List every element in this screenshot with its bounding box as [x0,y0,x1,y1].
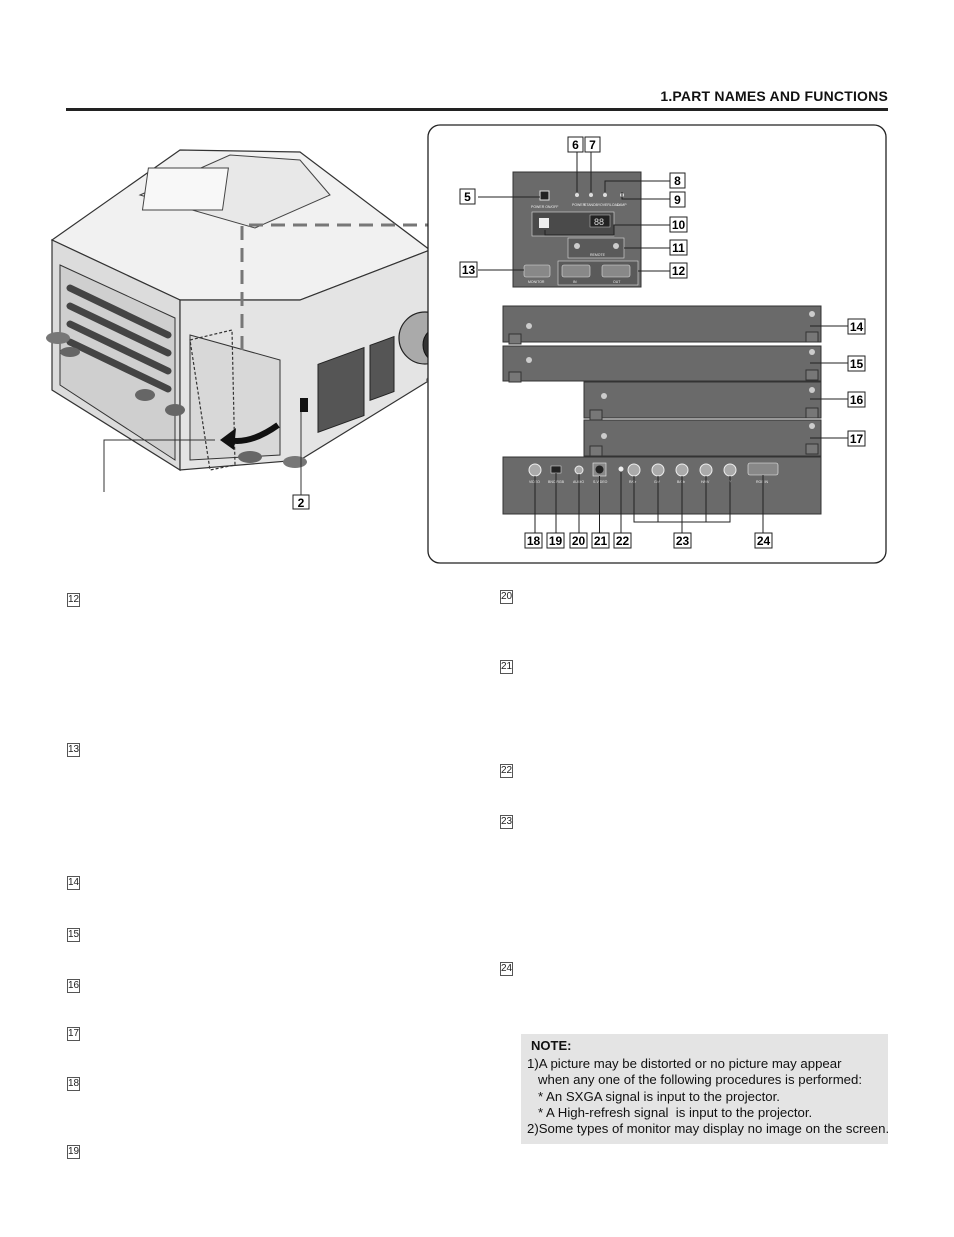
callout-11: 11 [672,241,685,255]
label-monitor: MONITOR [528,280,545,284]
label-bnc-rgb: BNC/RGB [548,480,564,484]
section-marker: 16 [68,980,80,991]
label-rgb-in: RGB IN [756,480,769,484]
label-s-video: S-VIDEO [593,480,608,484]
callout-21: 21 [593,534,608,548]
callout-20: 20 [571,534,586,548]
label-overload: OVERLOAD [600,203,620,207]
callout-24: 24 [756,534,771,548]
note-line: when any one of the following procedures is performed: [527,1072,863,1087]
section-marker: 14 [68,877,80,888]
label-remote: REMOTE [590,253,605,257]
label-lamp: LAMP [617,203,627,207]
callout-17: 17 [849,432,864,446]
label-in: IN [573,280,577,284]
callout-14: 14 [849,320,864,334]
projector-illustration [46,150,457,495]
callout-18: 18 [526,534,541,548]
label-power: POWER [572,203,586,207]
section-marker: 22 [501,765,513,776]
callout-8: 8 [674,174,681,188]
terminal-panel [503,457,821,514]
section-marker: 21 [501,661,513,672]
note-line: 1)A picture may be distorted or no picture may appear [527,1056,842,1071]
section-marker: 13 [68,744,80,755]
label-video: VIDEO [529,480,540,484]
label-out: OUT [613,280,621,284]
callout-19: 19 [548,534,563,548]
label-g-y: G/Y [654,480,661,484]
callout-15: 15 [849,357,864,371]
section-marker: 24 [501,963,513,974]
callout-5: 5 [464,190,471,204]
section-marker: 15 [68,929,80,940]
section-marker: 20 [501,591,513,602]
note-title: NOTE: [531,1038,572,1053]
section-marker: 23 [501,816,513,827]
page-title: 1.PART NAMES AND FUNCTIONS [660,88,888,104]
header-rule [66,108,888,111]
callout-10: 10 [671,218,686,232]
callout-9: 9 [674,193,681,207]
note-line: * An SXGA signal is input to the projector. [527,1089,780,1104]
svg-text:88: 88 [594,217,605,227]
label-power-onoff: POWER ON/OFF [531,205,559,209]
callout-6: 6 [572,138,579,152]
label-v: V [729,480,732,484]
callout-2: 2 [297,496,305,510]
callout-7: 7 [589,138,596,152]
section-marker: 19 [68,1146,80,1157]
label-r-cr: R/Cr [629,480,637,484]
callout-13: 13 [461,263,476,277]
callout-22: 22 [615,534,630,548]
callout-12: 12 [671,264,686,278]
callout-16: 16 [849,393,864,407]
projector-diagram [40,118,900,578]
label-standby: STANDBY [584,203,601,207]
section-marker: 18 [68,1078,80,1089]
note-line: * A High-refresh signal is input to the projector. [527,1105,813,1120]
callout-23: 23 [675,534,690,548]
section-marker: 17 [68,1028,80,1039]
label-audio: AUDIO [573,480,585,484]
label-h-hv: H/HV [701,480,710,484]
label-b-cb: B/Cb [677,480,685,484]
section-marker: 12 [68,594,80,605]
note-line: 2)Some types of monitor may display no image on the screen. [527,1121,890,1136]
